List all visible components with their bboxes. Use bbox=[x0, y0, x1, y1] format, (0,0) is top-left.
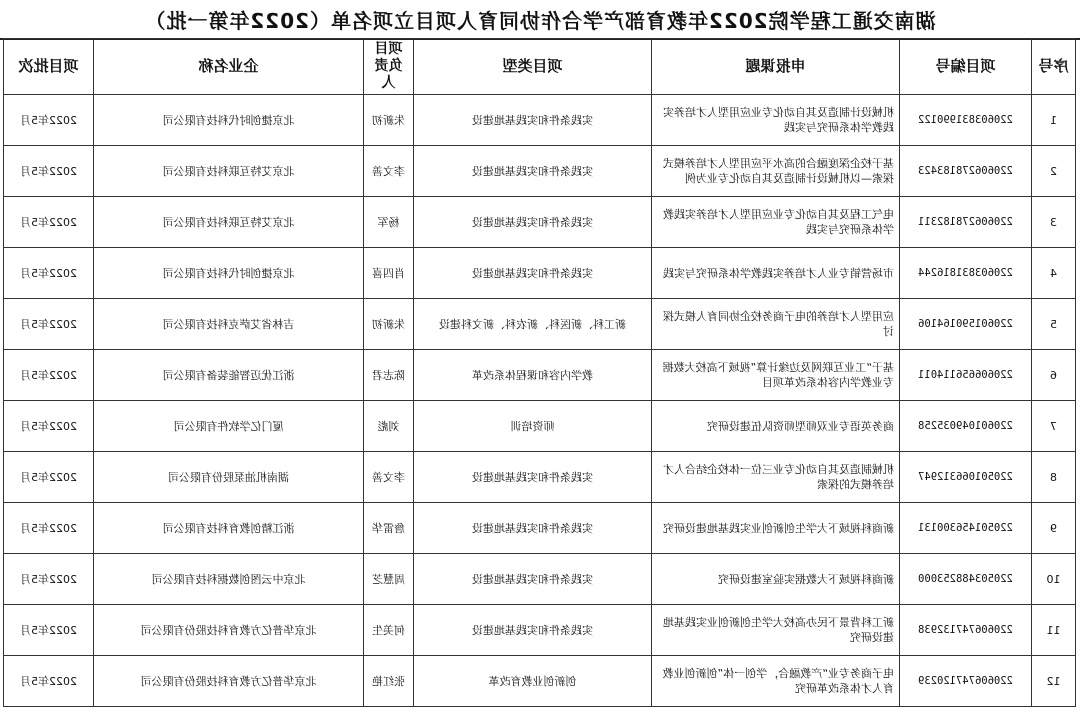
cell-company: 北京艾特互联科技有限公司 bbox=[94, 146, 364, 197]
cell-lead: 何美生 bbox=[364, 605, 414, 656]
cell-lead: 杨军 bbox=[364, 197, 414, 248]
table-row bbox=[4, 299, 1076, 350]
cell-code: 220601590164106 bbox=[900, 299, 1032, 350]
cell-topic: 电子商务专业“产教融合，学创一体”创新创业教育人才体系改革研究 bbox=[652, 656, 900, 707]
cell-batch: 2022年5月 bbox=[4, 554, 94, 605]
cell-topic: 新商科视域下大数据实验室建设研究 bbox=[652, 554, 900, 605]
header-topic: 申报课题 bbox=[652, 39, 900, 95]
cell-batch: 2022年5月 bbox=[4, 248, 94, 299]
cell-company: 北京捷创时代科技有限公司 bbox=[94, 95, 364, 146]
table-row bbox=[4, 503, 1076, 554]
cell-batch: 2022年5月 bbox=[4, 146, 94, 197]
cell-batch: 2022年5月 bbox=[4, 605, 94, 656]
table-row bbox=[4, 656, 1076, 707]
document-title: 湖南交通工程学院2022年教育部产学合作协同育人项目立项名单（2022年第一批） bbox=[0, 0, 1080, 40]
cell-code: 220606656114011 bbox=[900, 350, 1032, 401]
project-table bbox=[3, 38, 1076, 707]
table-row bbox=[4, 197, 1076, 248]
table-row bbox=[4, 554, 1076, 605]
cell-lead: 肖四喜 bbox=[364, 248, 414, 299]
cell-company: 湖南机油泵股份有限公司 bbox=[94, 452, 364, 503]
cell-code: 220503488253000 bbox=[900, 554, 1032, 605]
cell-batch: 2022年5月 bbox=[4, 299, 94, 350]
cell-no: 2 bbox=[1032, 146, 1076, 197]
cell-lead: 李文善 bbox=[364, 146, 414, 197]
cell-type: 实践条件和实践基地建设 bbox=[414, 95, 652, 146]
header-no: 序号 bbox=[1032, 39, 1076, 95]
header-batch: 项目批次 bbox=[4, 39, 94, 95]
cell-no: 5 bbox=[1032, 299, 1076, 350]
cell-no: 4 bbox=[1032, 248, 1076, 299]
cell-no: 9 bbox=[1032, 503, 1076, 554]
table-row bbox=[4, 350, 1076, 401]
cell-topic: 基于“工业互联网及边缘计算”视域下高校大数据专业教学内容体系改革项目 bbox=[652, 350, 900, 401]
cell-topic: 基于校企深度融合的高水平应用型人才培养模式探索—以机械设计制造及其自动化专业为例 bbox=[652, 146, 900, 197]
cell-type: 教学内容和课程体系改革 bbox=[414, 350, 652, 401]
cell-batch: 2022年5月 bbox=[4, 350, 94, 401]
cell-no: 10 bbox=[1032, 554, 1076, 605]
cell-company: 北京中云图创数据科技有限公司 bbox=[94, 554, 364, 605]
cell-no: 8 bbox=[1032, 452, 1076, 503]
cell-lead: 周慧芝 bbox=[364, 554, 414, 605]
cell-no: 3 bbox=[1032, 197, 1076, 248]
table-row bbox=[4, 248, 1076, 299]
cell-topic: 商务英语专业双师型师资队伍建设研究 bbox=[652, 401, 900, 452]
cell-topic: 市场营销专业人才培养实践教学体系研究与实践 bbox=[652, 248, 900, 299]
cell-code: 220603831990122 bbox=[900, 95, 1032, 146]
cell-batch: 2022年5月 bbox=[4, 452, 94, 503]
cell-code: 220601049035258 bbox=[900, 401, 1032, 452]
table-row bbox=[4, 401, 1076, 452]
cell-type: 实践条件和实践基地建设 bbox=[414, 146, 652, 197]
cell-lead: 詹雷华 bbox=[364, 503, 414, 554]
cell-batch: 2022年5月 bbox=[4, 95, 94, 146]
table-row bbox=[4, 95, 1076, 146]
header-company: 企业名称 bbox=[94, 39, 364, 95]
cell-type: 实践条件和实践基地建设 bbox=[414, 452, 652, 503]
cell-type: 创新创业教育改革 bbox=[414, 656, 652, 707]
cell-lead: 李文善 bbox=[364, 452, 414, 503]
cell-topic: 电气工程及其自动化专业应用型人才培养实践教学体系研究与实践 bbox=[652, 197, 900, 248]
table-body bbox=[4, 95, 1076, 707]
cell-company: 浙江精创教育科技有限公司 bbox=[94, 503, 364, 554]
cell-code: 220501456300131 bbox=[900, 503, 1032, 554]
cell-batch: 2022年5月 bbox=[4, 503, 94, 554]
cell-topic: 新商科视域下大学生创新创业实践基地建设研究 bbox=[652, 503, 900, 554]
cell-lead: 刘彪 bbox=[364, 401, 414, 452]
cell-no: 1 bbox=[1032, 95, 1076, 146]
cell-company: 北京华普亿方教育科技股份有限公司 bbox=[94, 605, 364, 656]
cell-type: 实践条件和实践基地建设 bbox=[414, 605, 652, 656]
cell-batch: 2022年5月 bbox=[4, 401, 94, 452]
cell-company: 厦门亿学软件有限公司 bbox=[94, 401, 364, 452]
cell-topic: 应用型人才培养的电子商务校企协同育人模式探讨 bbox=[652, 299, 900, 350]
cell-lead: 朱新初 bbox=[364, 299, 414, 350]
header-type: 项目类型 bbox=[414, 39, 652, 95]
cell-code: 220606747132938 bbox=[900, 605, 1032, 656]
cell-type: 新工科、新医科、新农科、新文科建设 bbox=[414, 299, 652, 350]
header-row bbox=[4, 39, 1076, 95]
cell-lead: 张红艳 bbox=[364, 656, 414, 707]
cell-code: 220606278183423 bbox=[900, 146, 1032, 197]
cell-code: 220603831816244 bbox=[900, 248, 1032, 299]
cell-type: 实践条件和实践基地建设 bbox=[414, 197, 652, 248]
cell-company: 北京华普亿方教育科技股份有限公司 bbox=[94, 656, 364, 707]
table-row bbox=[4, 452, 1076, 503]
cell-no: 11 bbox=[1032, 605, 1076, 656]
cell-no: 7 bbox=[1032, 401, 1076, 452]
cell-company: 北京捷创时代科技有限公司 bbox=[94, 248, 364, 299]
cell-type: 实践条件和实践基地建设 bbox=[414, 503, 652, 554]
header-lead: 项目负责人 bbox=[364, 39, 414, 95]
cell-type: 实践条件和实践基地建设 bbox=[414, 554, 652, 605]
cell-code: 220501066312947 bbox=[900, 452, 1032, 503]
cell-type: 师资培训 bbox=[414, 401, 652, 452]
cell-no: 6 bbox=[1032, 350, 1076, 401]
cell-company: 吉林省艾萨克科技有限公司 bbox=[94, 299, 364, 350]
cell-batch: 2022年5月 bbox=[4, 656, 94, 707]
cell-topic: 机械设计制造及其自动化专业应用型人才培养实践教学体系研究与实践 bbox=[652, 95, 900, 146]
table-row bbox=[4, 146, 1076, 197]
cell-topic: 机械制造及其自动化专业三位一体校企结合人才培养模式的探索 bbox=[652, 452, 900, 503]
cell-code: 220606278182311 bbox=[900, 197, 1032, 248]
cell-company: 浙江优迈智能装备有限公司 bbox=[94, 350, 364, 401]
cell-company: 北京艾特互联科技有限公司 bbox=[94, 197, 364, 248]
cell-topic: 新工科背景下民办高校大学生创新创业实践基地建设研究 bbox=[652, 605, 900, 656]
cell-lead: 朱新初 bbox=[364, 95, 414, 146]
cell-no: 12 bbox=[1032, 656, 1076, 707]
cell-lead: 陈志君 bbox=[364, 350, 414, 401]
table-row bbox=[4, 605, 1076, 656]
header-code: 项目编号 bbox=[900, 39, 1032, 95]
cell-code: 220606747120239 bbox=[900, 656, 1032, 707]
cell-type: 实践条件和实践基地建设 bbox=[414, 248, 652, 299]
cell-batch: 2022年5月 bbox=[4, 197, 94, 248]
